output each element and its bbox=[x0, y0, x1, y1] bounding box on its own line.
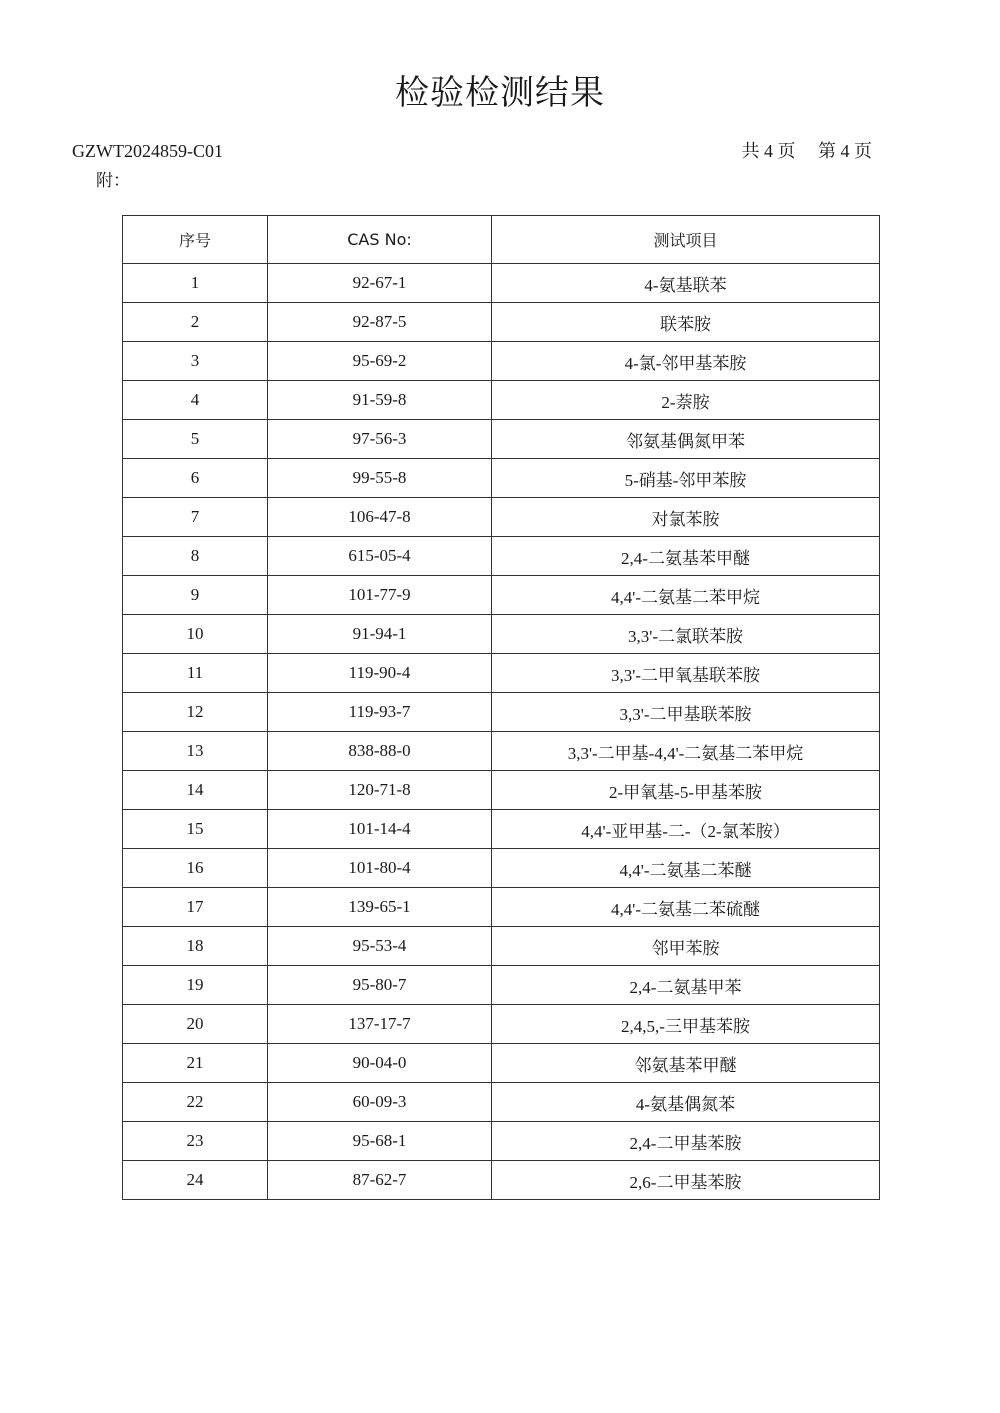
cell-index: 4 bbox=[123, 381, 268, 420]
cell-index: 6 bbox=[123, 459, 268, 498]
header-index: 序号 bbox=[123, 216, 268, 264]
cell-test-item: 联苯胺 bbox=[492, 303, 880, 342]
cell-index: 22 bbox=[123, 1083, 268, 1122]
cell-index: 15 bbox=[123, 810, 268, 849]
table-row bbox=[123, 615, 880, 654]
cell-cas-no: 95-53-4 bbox=[268, 927, 492, 966]
cell-index: 14 bbox=[123, 771, 268, 810]
cell-index: 11 bbox=[123, 654, 268, 693]
table-row bbox=[123, 771, 880, 810]
table-row bbox=[123, 459, 880, 498]
cell-index: 19 bbox=[123, 966, 268, 1005]
cell-cas-no: 139-65-1 bbox=[268, 888, 492, 927]
cell-test-item: 4-氨基偶氮苯 bbox=[492, 1083, 880, 1122]
cell-cas-no: 87-62-7 bbox=[268, 1161, 492, 1200]
cell-index: 5 bbox=[123, 420, 268, 459]
cell-index: 2 bbox=[123, 303, 268, 342]
table-row bbox=[123, 303, 880, 342]
cell-index: 16 bbox=[123, 849, 268, 888]
cell-index: 12 bbox=[123, 693, 268, 732]
cell-test-item: 4,4'-二氨基二苯硫醚 bbox=[492, 888, 880, 927]
cell-test-item: 3,3'-二甲基联苯胺 bbox=[492, 693, 880, 732]
cell-cas-no: 615-05-4 bbox=[268, 537, 492, 576]
cell-test-item: 2,6-二甲基苯胺 bbox=[492, 1161, 880, 1200]
cell-test-item: 邻氨基苯甲醚 bbox=[492, 1044, 880, 1083]
table-row bbox=[123, 732, 880, 771]
cell-test-item: 2-甲氧基-5-甲基苯胺 bbox=[492, 771, 880, 810]
cell-cas-no: 838-88-0 bbox=[268, 732, 492, 771]
cell-cas-no: 119-93-7 bbox=[268, 693, 492, 732]
cell-index: 24 bbox=[123, 1161, 268, 1200]
cell-cas-no: 92-67-1 bbox=[268, 264, 492, 303]
table-row bbox=[123, 342, 880, 381]
cell-test-item: 3,3'-二甲氧基联苯胺 bbox=[492, 654, 880, 693]
report-number: GZWT2024859-C01 bbox=[72, 141, 223, 161]
cell-test-item: 邻氨基偶氮甲苯 bbox=[492, 420, 880, 459]
cell-cas-no: 99-55-8 bbox=[268, 459, 492, 498]
cell-test-item: 4,4'-亚甲基-二-（2-氯苯胺） bbox=[492, 810, 880, 849]
cell-index: 13 bbox=[123, 732, 268, 771]
cell-test-item: 2,4-二氨基苯甲醚 bbox=[492, 537, 880, 576]
cell-cas-no: 92-87-5 bbox=[268, 303, 492, 342]
cell-test-item: 2,4-二氨基甲苯 bbox=[492, 966, 880, 1005]
table-row bbox=[123, 693, 880, 732]
cell-cas-no: 97-56-3 bbox=[268, 420, 492, 459]
table-body bbox=[123, 264, 880, 1200]
cell-test-item: 3,3'-二氯联苯胺 bbox=[492, 615, 880, 654]
table-row bbox=[123, 576, 880, 615]
table-header-row bbox=[123, 216, 880, 264]
cell-cas-no: 119-90-4 bbox=[268, 654, 492, 693]
cell-cas-no: 106-47-8 bbox=[268, 498, 492, 537]
table-row bbox=[123, 927, 880, 966]
cell-cas-no: 101-77-9 bbox=[268, 576, 492, 615]
cell-cas-no: 95-68-1 bbox=[268, 1122, 492, 1161]
cell-cas-no: 95-69-2 bbox=[268, 342, 492, 381]
table-row bbox=[123, 1083, 880, 1122]
table-row bbox=[123, 966, 880, 1005]
cell-index: 18 bbox=[123, 927, 268, 966]
cell-cas-no: 101-80-4 bbox=[268, 849, 492, 888]
cell-test-item: 3,3'-二甲基-4,4'-二氨基二苯甲烷 bbox=[492, 732, 880, 771]
header-cas-no: CAS No: bbox=[268, 216, 492, 264]
cell-test-item: 2-萘胺 bbox=[492, 381, 880, 420]
cell-test-item: 对氯苯胺 bbox=[492, 498, 880, 537]
cell-index: 20 bbox=[123, 1005, 268, 1044]
table-row bbox=[123, 1122, 880, 1161]
cell-index: 1 bbox=[123, 264, 268, 303]
attachment-label: 附： bbox=[96, 171, 130, 190]
cell-index: 23 bbox=[123, 1122, 268, 1161]
page-current: 第 4 页 bbox=[818, 141, 872, 161]
table-row bbox=[123, 849, 880, 888]
cell-test-item: 4,4'-二氨基二苯甲烷 bbox=[492, 576, 880, 615]
cell-cas-no: 91-94-1 bbox=[268, 615, 492, 654]
table-row bbox=[123, 264, 880, 303]
table-row bbox=[123, 381, 880, 420]
cell-test-item: 邻甲苯胺 bbox=[492, 927, 880, 966]
cell-test-item: 5-硝基-邻甲苯胺 bbox=[492, 459, 880, 498]
cell-test-item: 4-氨基联苯 bbox=[492, 264, 880, 303]
cell-index: 3 bbox=[123, 342, 268, 381]
cell-index: 8 bbox=[123, 537, 268, 576]
table-row bbox=[123, 420, 880, 459]
cell-cas-no: 120-71-8 bbox=[268, 771, 492, 810]
cell-cas-no: 60-09-3 bbox=[268, 1083, 492, 1122]
results-table bbox=[122, 215, 880, 1200]
table-row bbox=[123, 537, 880, 576]
cell-cas-no: 90-04-0 bbox=[268, 1044, 492, 1083]
table-row bbox=[123, 1044, 880, 1083]
cell-test-item: 4,4'-二氨基二苯醚 bbox=[492, 849, 880, 888]
document-title: 检验检测结果 bbox=[395, 73, 605, 113]
cell-index: 10 bbox=[123, 615, 268, 654]
cell-cas-no: 101-14-4 bbox=[268, 810, 492, 849]
page-info bbox=[742, 138, 873, 164]
page-total: 共 4 页 bbox=[741, 141, 796, 161]
table-row bbox=[123, 810, 880, 849]
cell-index: 7 bbox=[123, 498, 268, 537]
cell-test-item: 2,4-二甲基苯胺 bbox=[492, 1122, 880, 1161]
cell-cas-no: 137-17-7 bbox=[268, 1005, 492, 1044]
table-row bbox=[123, 1005, 880, 1044]
cell-index: 21 bbox=[123, 1044, 268, 1083]
table-row bbox=[123, 654, 880, 693]
header-test-item: 测试项目 bbox=[492, 216, 880, 264]
table-row bbox=[123, 498, 880, 537]
cell-test-item: 4-氯-邻甲基苯胺 bbox=[492, 342, 880, 381]
cell-test-item: 2,4,5,-三甲基苯胺 bbox=[492, 1005, 880, 1044]
table-row bbox=[123, 1161, 880, 1200]
cell-cas-no: 95-80-7 bbox=[268, 966, 492, 1005]
cell-cas-no: 91-59-8 bbox=[268, 381, 492, 420]
cell-index: 9 bbox=[123, 576, 268, 615]
cell-index: 17 bbox=[123, 888, 268, 927]
table-row bbox=[123, 888, 880, 927]
